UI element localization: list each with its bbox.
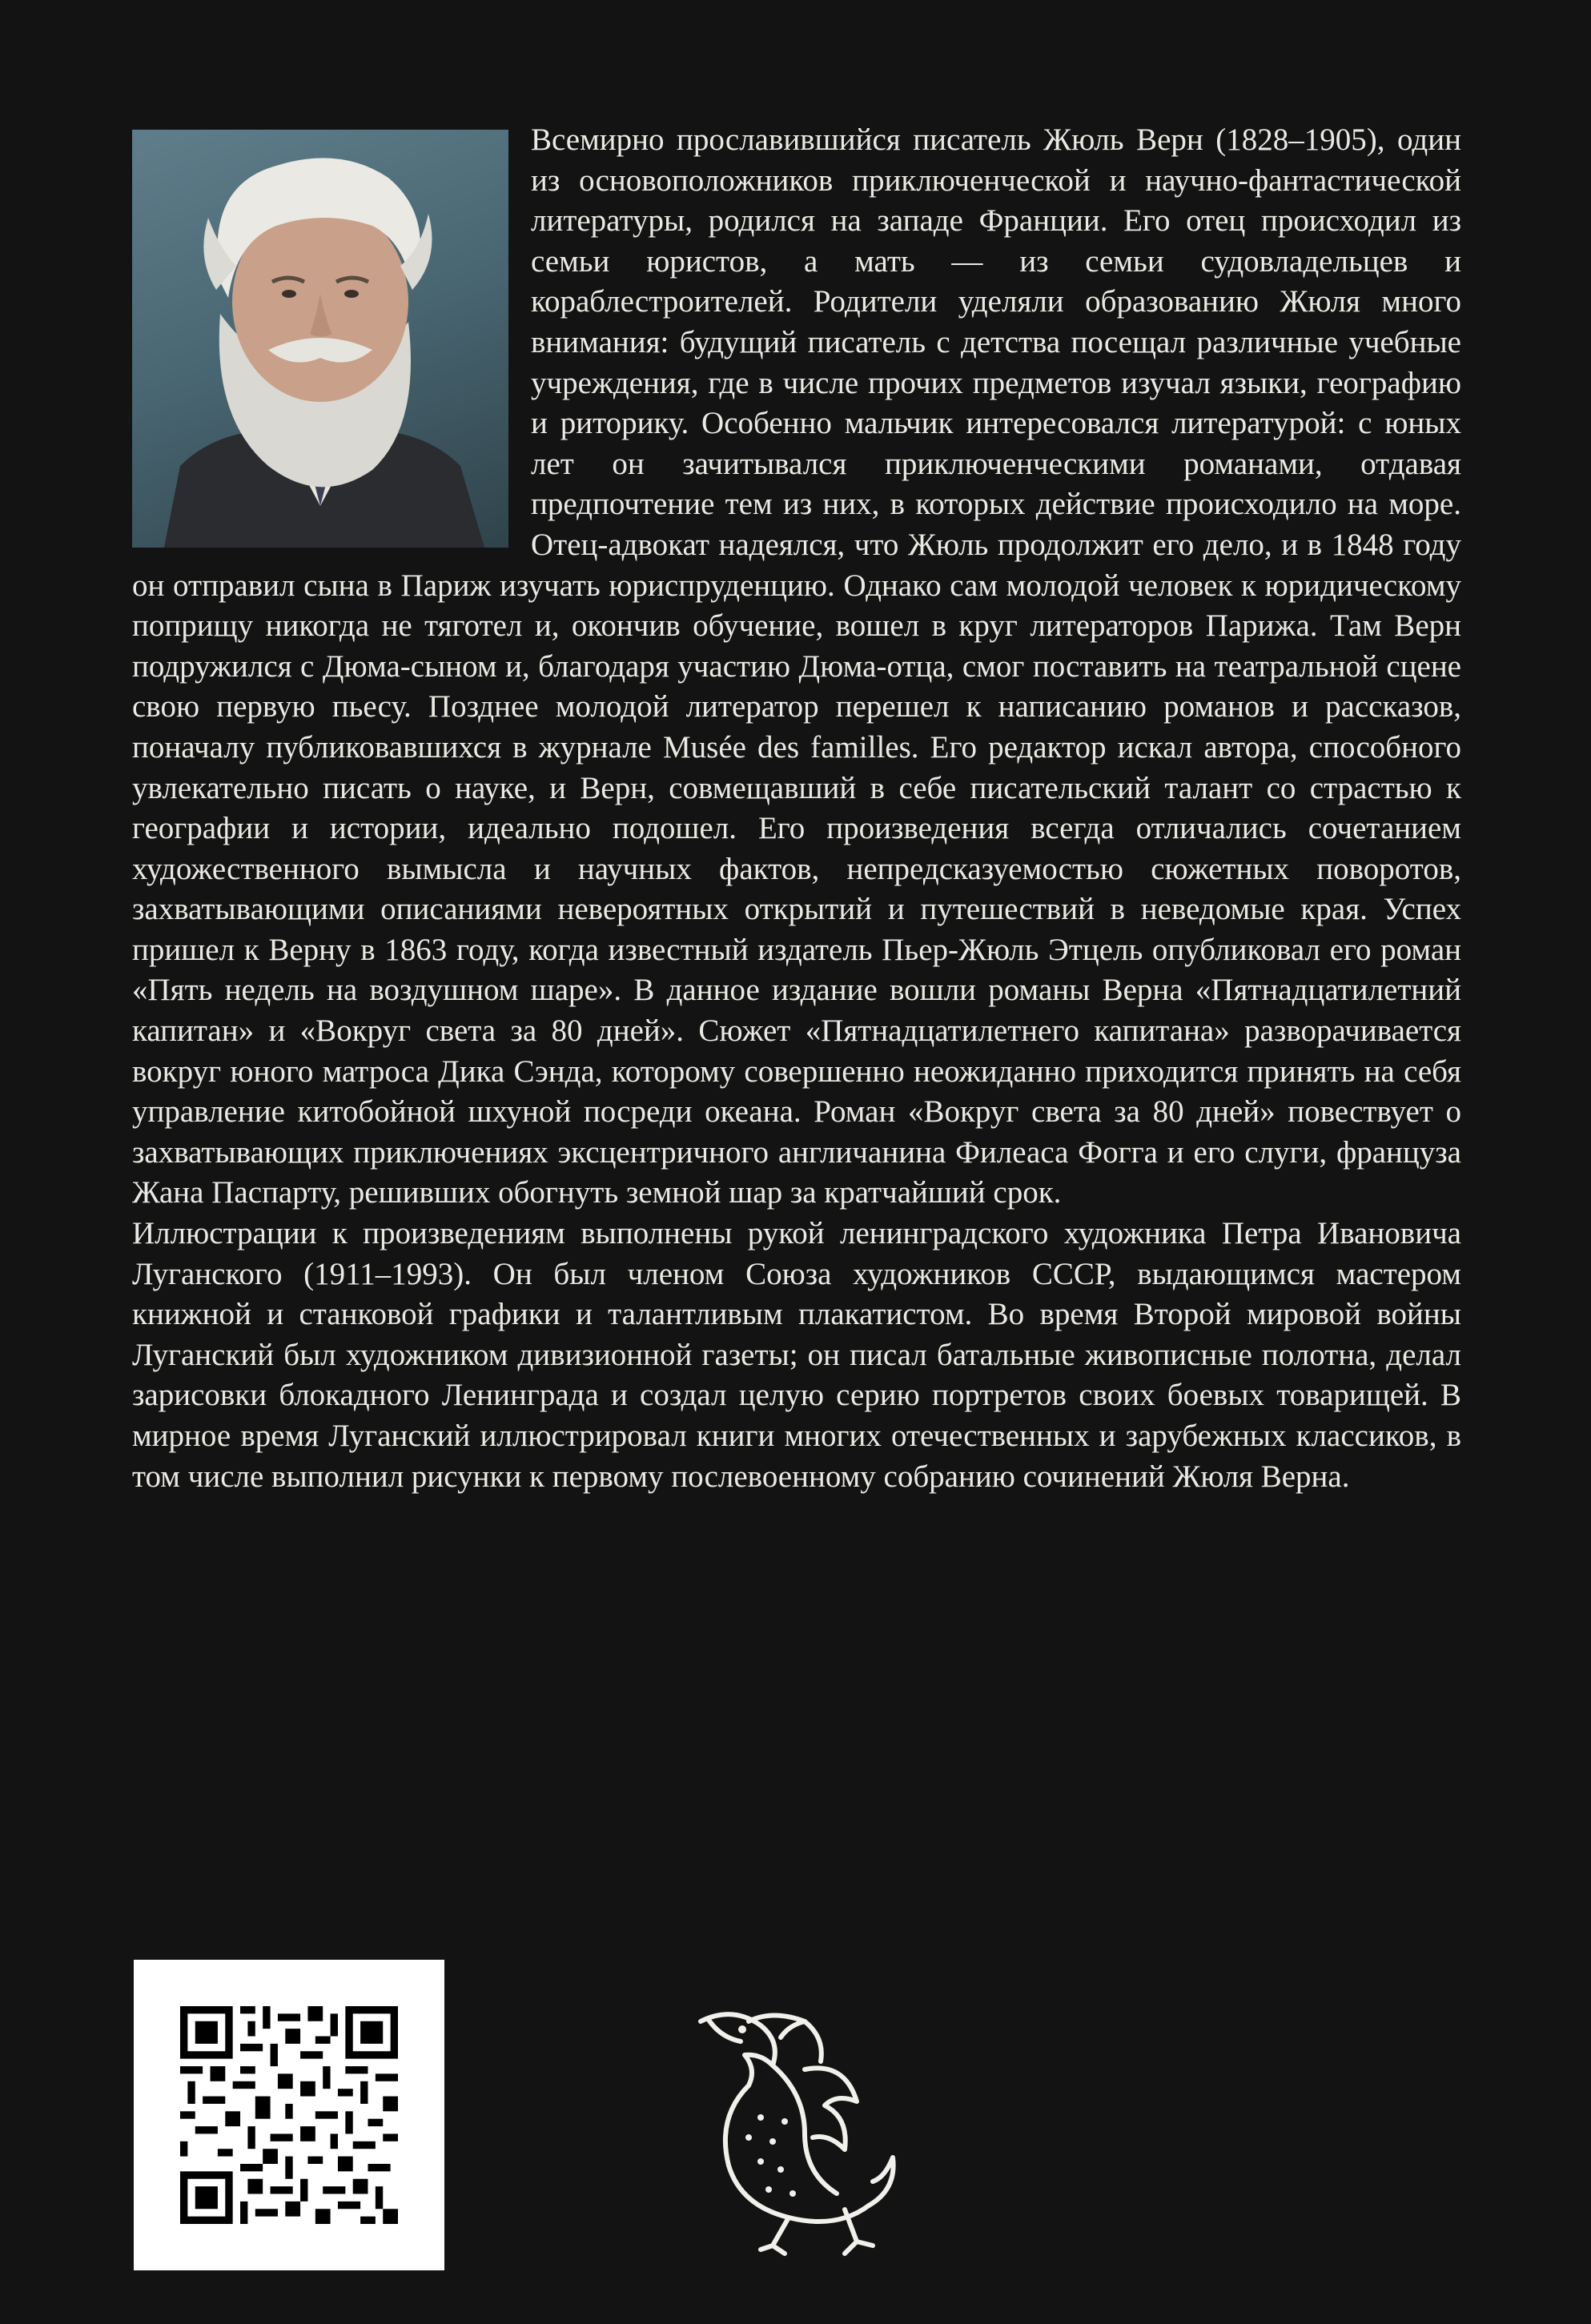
author-portrait-photo <box>132 130 508 548</box>
paragraph-biography: Всемирно прославившийся писатель Жюль Верн (1828–1905), один из основоположников приключенческой и научно-фантастической литературы, родился на западе Франции. Его отец происходил из семьи юристов, а мать — из семьи судовладельцев и кораблестроителей. Родители уделяли образованию Жюля много внимания: будущий писатель с детства посещал различные учебные учреждения, где в числе прочих предметов изучал языки, географию и риторику. Особенно мальчик интересовался литературой: с юных лет он зачитывался приключенческими романами, отдавая предпочтение тем из них, в которых действие происходило на море. Отец-адвокат надеялся, что Жюль продолжит его дело, и в 1848 году он отправил сына в Париж изучать юриспруденцию. Однако сам молодой человек к юридическому поприщу никогда не тяготел и, окончив обучение, вошел в круг литераторов Парижа. Там Верн подружился с Дюма-сыном и, благодаря участию Дюма-отца, смог поставить на театральной сцене свою первую пьесу. Позднее молодой литератор перешел к написанию романов и рассказов, поначалу публиковавшихся в журнале Musée des familles. Его редактор искал автора, способного увлекательно писать о науке, и Верн, совмещавший в себе писательский талант со страстью к географии и истории, идеально подошел. Его произведения всегда отличались сочетанием художественного вымысла и научных фактов, непредсказуемостью сюжетных поворотов, захватывающими описаниями невероятных открытий и путешествий в неведомые края. Успех пришел к Верну в 1863 году, когда известный издатель Пьер-Жюль Этцель опубликовал его роман «Пять недель на воздушном шаре». В данное издание вошли романы Верна «Пятнадцатилетний капитан» и «Вокруг света за 80 дней». Сюжет «Пятнадцатилетнего капитана» разворачивается вокруг юного матроса Дика Сэнда, которому совершенно неожиданно приходится принять на себя управление китобойной шхуной посреди океана. Роман «Вокруг света за 80 дней» повествует о захватывающих приключениях эксцентричного англичанина Филеаса Фогга и его слуги, француза Жана Паспарту, решивших обогнуть земной шар за кратчайший срок. <box>132 122 1461 1210</box>
annotation-text <box>132 120 1461 1497</box>
griffin-publisher-logo-icon <box>685 2005 909 2262</box>
qr-code[interactable] <box>134 1960 444 2270</box>
paragraph-illustrator: Иллюстрации к произведениям выполнены рукой ленинградского художника Петра Ивановича Луганского (1911–1993). Он был членом Союза художников СССР, выдающимся мастером книжной и станковой графики и талантливым плакатистом. Во время Второй мировой войны Луганский был художником дивизионной газеты; он писал батальные живописные полотна, делал зарисовки блокадного Ленинграда и создал целую серию портретов своих боевых товарищей. В мирное время Луганский иллюстрировал книги многих отечественных и зарубежных классиков, в том числе выполнил рисунки к первому послевоенному собранию сочинений Жюля Верна. <box>132 1216 1461 1494</box>
publisher-logo <box>685 2005 909 2262</box>
qr-code-icon <box>180 2006 398 2224</box>
